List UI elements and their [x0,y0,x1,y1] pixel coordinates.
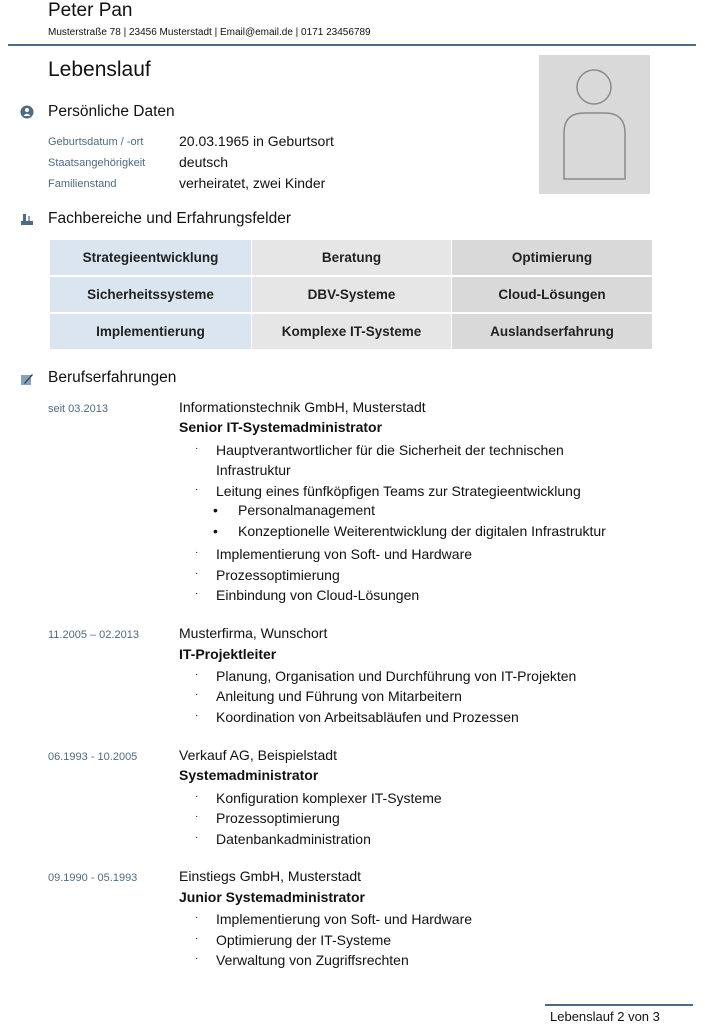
person-icon [20,105,34,119]
candidate-name: Peter Pan [48,0,133,21]
avatar-body-icon [564,113,625,179]
job-date: 06.1993 - 10.2005 [48,751,138,763]
bullet-marker: · [195,811,199,822]
job-bullet: Leitung eines fünfköpfigen Teams zur Strategieentwicklung [216,483,581,499]
job-bullet: Verwaltung von Zugriffsrechten [216,952,409,968]
bullet-marker: · [195,953,199,964]
skills-grid [50,240,652,349]
photo-placeholder [539,55,650,194]
job-company: Einstiegs GmbH, Musterstadt [179,868,362,884]
bullet-marker: · [195,669,199,680]
header-divider [8,44,696,46]
skill-cell: Sicherheitssysteme [50,277,251,312]
bullet-marker: · [195,912,199,923]
label-birth: Geburtsdatum / -ort [48,136,144,148]
job-bullet: Prozessoptimierung [216,567,340,583]
bullet-marker: · [195,832,199,843]
bullet-marker: · [195,933,199,944]
job-bullet: Optimierung der IT-Systeme [216,932,392,948]
skill-cell: Implementierung [50,314,251,349]
job-company: Musterfirma, Wunschort [179,625,328,641]
skill-cell: Optimierung [452,240,652,275]
skill-cell: Strategieentwicklung [50,240,251,275]
job-bullet: Konfiguration komplexer IT-Systeme [216,790,442,806]
skill-cell: Cloud-Lösungen [452,277,652,312]
job-bullet: Anleitung und Führung von Mitarbeitern [216,688,462,704]
bullet-marker: · [195,547,199,558]
job-role: Junior Systemadministrator [179,889,365,905]
section-heading-experience: Berufserfahrungen [48,369,177,386]
skill-cell: Komplexe IT-Systeme [252,314,451,349]
page-title: Lebenslauf [48,58,151,81]
skill-cell: Auslandserfahrung [452,314,652,349]
skill-cell: DBV-Systeme [252,277,451,312]
job-bullet: Datenbankadministration [216,831,371,847]
sub-bullet-marker: • [213,502,218,518]
job-bullet: Planung, Organisation und Durchführung von IT-Projekten [216,668,577,684]
section-heading-skills: Fachbereiche und Erfahrungsfelder [48,210,291,227]
job-role: Senior IT-Systemadministrator [179,419,383,435]
bullet-marker: · [195,791,199,802]
tools-icon [20,212,34,226]
skill-cell: Beratung [252,240,451,275]
job-role: Systemadministrator [179,767,319,783]
bullet-marker: · [195,443,199,454]
job-bullet: Prozessoptimierung [216,810,340,826]
value-birth: 20.03.1965 in Geburtsort [179,133,334,149]
bullet-marker: · [195,588,199,599]
label-family: Familienstand [48,178,117,190]
value-family: verheiratet, zwei Kinder [179,175,326,191]
bullet-marker: · [195,689,199,700]
job-bullet: Hauptverantwortlicher für die Sicherheit der technischen Infrastruktur [216,442,564,478]
job-bullet: Einbindung von Cloud-Lösungen [216,587,420,603]
job-role: IT-Projektleiter [179,646,277,662]
label-nationality: Staatsangehörigkeit [48,157,146,169]
job-company: Verkauf AG, Beispielstadt [179,747,337,763]
page-number: Lebenslauf 2 von 3 [550,1009,660,1024]
job-company: Informationstechnik GmbH, Musterstadt [179,399,426,415]
section-heading-personal: Persönliche Daten [48,103,175,120]
job-date: 11.2005 – 02.2013 [48,629,139,641]
pencil-icon [20,372,34,386]
bullet-marker: · [195,568,199,579]
value-nationality: deutsch [179,154,229,170]
contact-line: Musterstraße 78 | 23456 Musterstadt | Email@email.de | 0171 23456789 [48,27,371,38]
avatar-head-icon [577,70,611,104]
footer-divider [545,1004,693,1006]
job-bullet: Koordination von Arbeitsabläufen und Prozessen [216,709,519,725]
job-bullet: Implementierung von Soft- und Hardware [216,911,473,927]
job-date: 09.1990 - 05.1993 [48,872,138,884]
sub-bullet-marker: • [213,523,218,539]
job-bullet: Implementierung von Soft- und Hardware [216,546,473,562]
bullet-marker: · [195,484,199,495]
job-sub-bullet: Personalmanagement [238,502,375,518]
bullet-marker: · [195,710,199,721]
job-sub-bullet: Konzeptionelle Weiterentwicklung der digitalen Infrastruktur [238,523,606,539]
job-date: seit 03.2013 [48,403,108,415]
